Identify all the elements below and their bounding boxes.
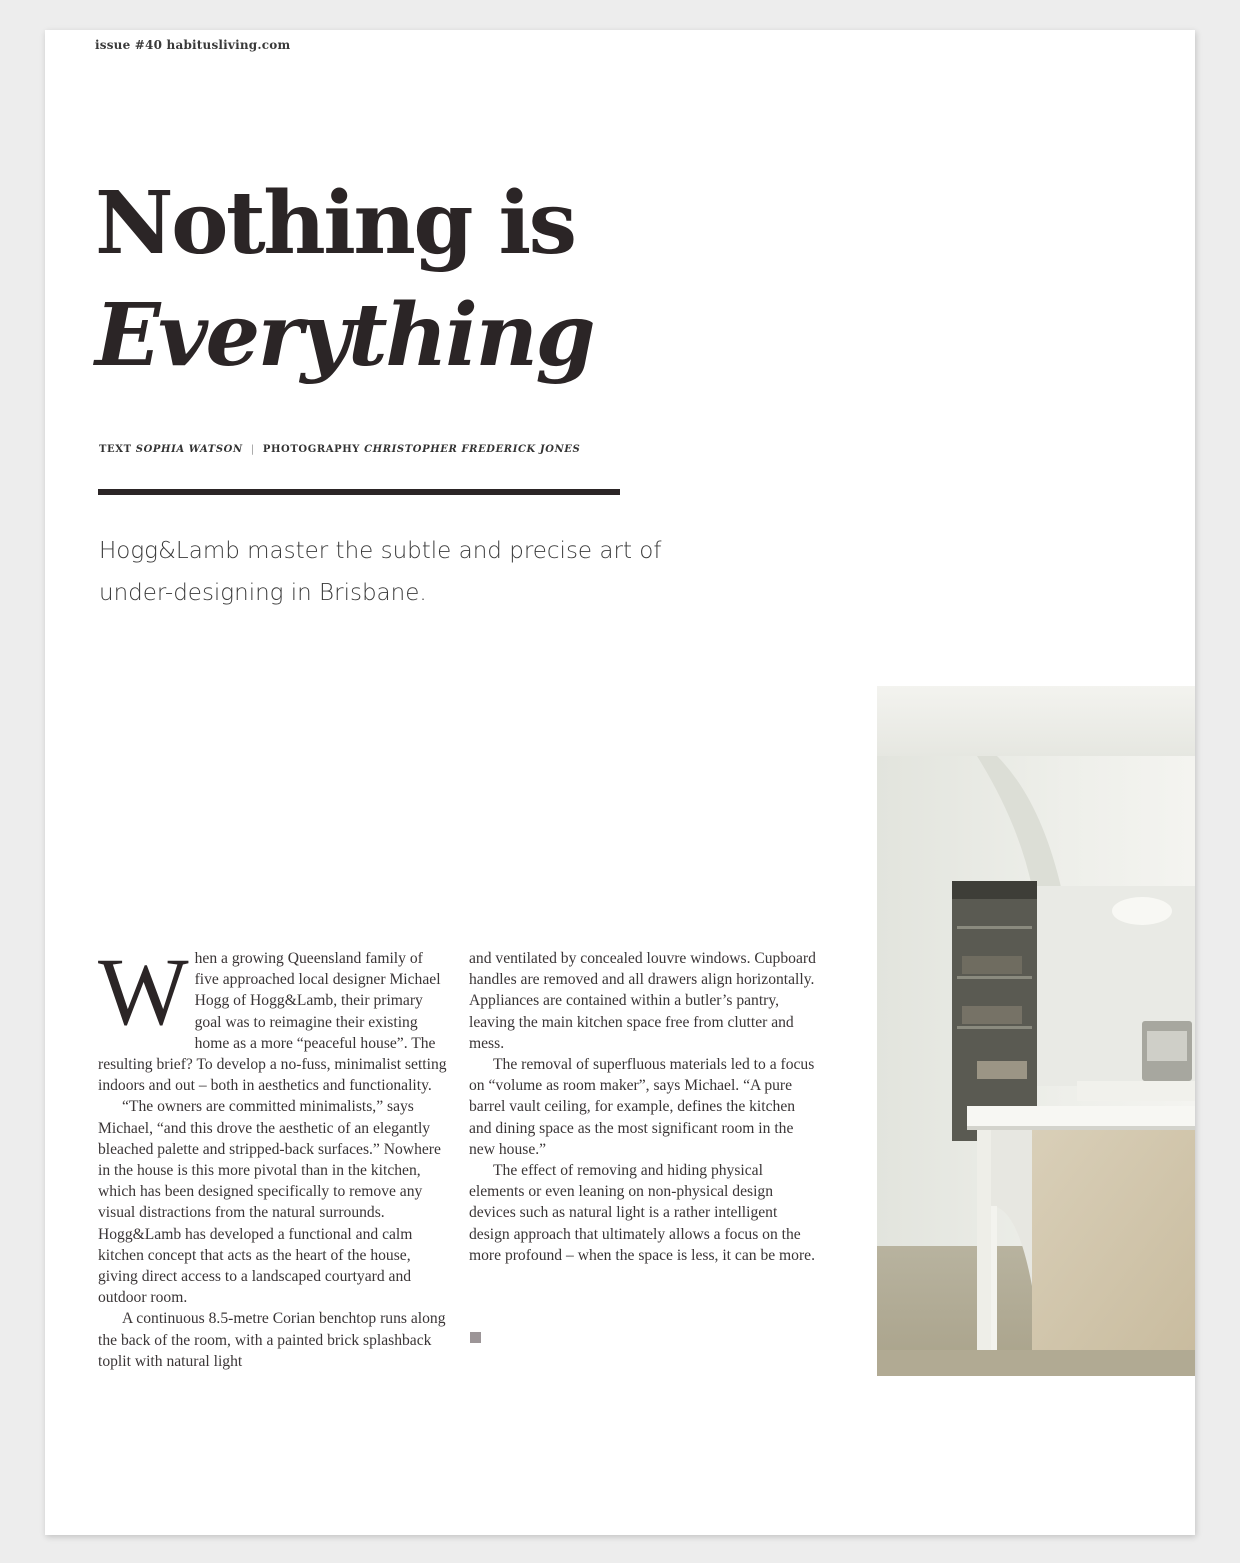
photographer-name: CHRISTOPHER FREDERICK JONES [364, 444, 581, 455]
paragraph-text: hen a growing Queensland family of five approached local designer Michael Hogg of Hogg&Lamb, their primary goal was to reimagine their existing home as a more “peaceful house”. The resulting brief? To develop a no-fuss, minimalist setting indoors and out – both in aesthetics and functionality. [98, 950, 447, 1095]
writer-name: SOPHIA WATSON [135, 444, 243, 455]
magazine-page [45, 30, 1195, 1535]
text-label: TEXT [99, 444, 132, 455]
body-paragraph: A continuous 8.5-metre Corian benchtop runs along the back of the room, with a painted brick splashback toplit with natural light [98, 1310, 446, 1370]
body-paragraph: The removal of superfluous materials led to a focus on “volume as room maker”, says Michael. “A pure barrel vault ceiling, for example, defines the kitchen and dining space as the most significant room in the new house.” [469, 1056, 815, 1158]
drop-cap: W [98, 938, 189, 1045]
body-paragraph: “The owners are committed minimalists,” says Michael, “and this drove the aesthetic of an elegantly bleached palette and stripped-back surfaces.” Nowhere in the house is this more pivotal than in the kitchen, which has been designed specifically to remove any visual distractions from the natural surrounds. Hogg&Lamb has developed a functional and calm kitchen concept that acts as the heart of the house, giving direct access to a landscaped courtyard and outdoor room. [98, 1098, 441, 1307]
byline [99, 444, 580, 455]
kitchen-photo [877, 686, 1195, 1376]
article-title [95, 168, 593, 392]
photography-label: PHOTOGRAPHY [262, 444, 361, 455]
body-column-2 [469, 948, 819, 1266]
body-paragraph [98, 938, 450, 1096]
title-line-1: Nothing is [95, 173, 575, 274]
body-paragraph: The effect of removing and hiding physical elements or even leaning on non-physical design devices such as natural light is a rather intelligent design approach that ultimately allows a focus on the more profound – when the space is less, it can be more. [469, 1162, 815, 1264]
body-column-1 [98, 938, 450, 1372]
byline-separator: | [250, 444, 255, 455]
body-paragraph: and ventilated by concealed louvre windows. Cupboard handles are removed and all drawers align horizontally. Appliances are contained within a butler’s pantry, leaving the main kitchen space free from clutter and mess. [469, 950, 816, 1052]
issue-line: issue #40 habitusliving.com [95, 38, 291, 52]
kitchen-photo-image [877, 686, 1195, 1376]
end-mark-icon [470, 1332, 481, 1343]
title-rule [98, 489, 620, 495]
standfirst: Hogg&Lamb master the subtle and precise art of under-designing in Brisbane. [99, 538, 662, 606]
title-line-2: Everything [95, 285, 594, 386]
